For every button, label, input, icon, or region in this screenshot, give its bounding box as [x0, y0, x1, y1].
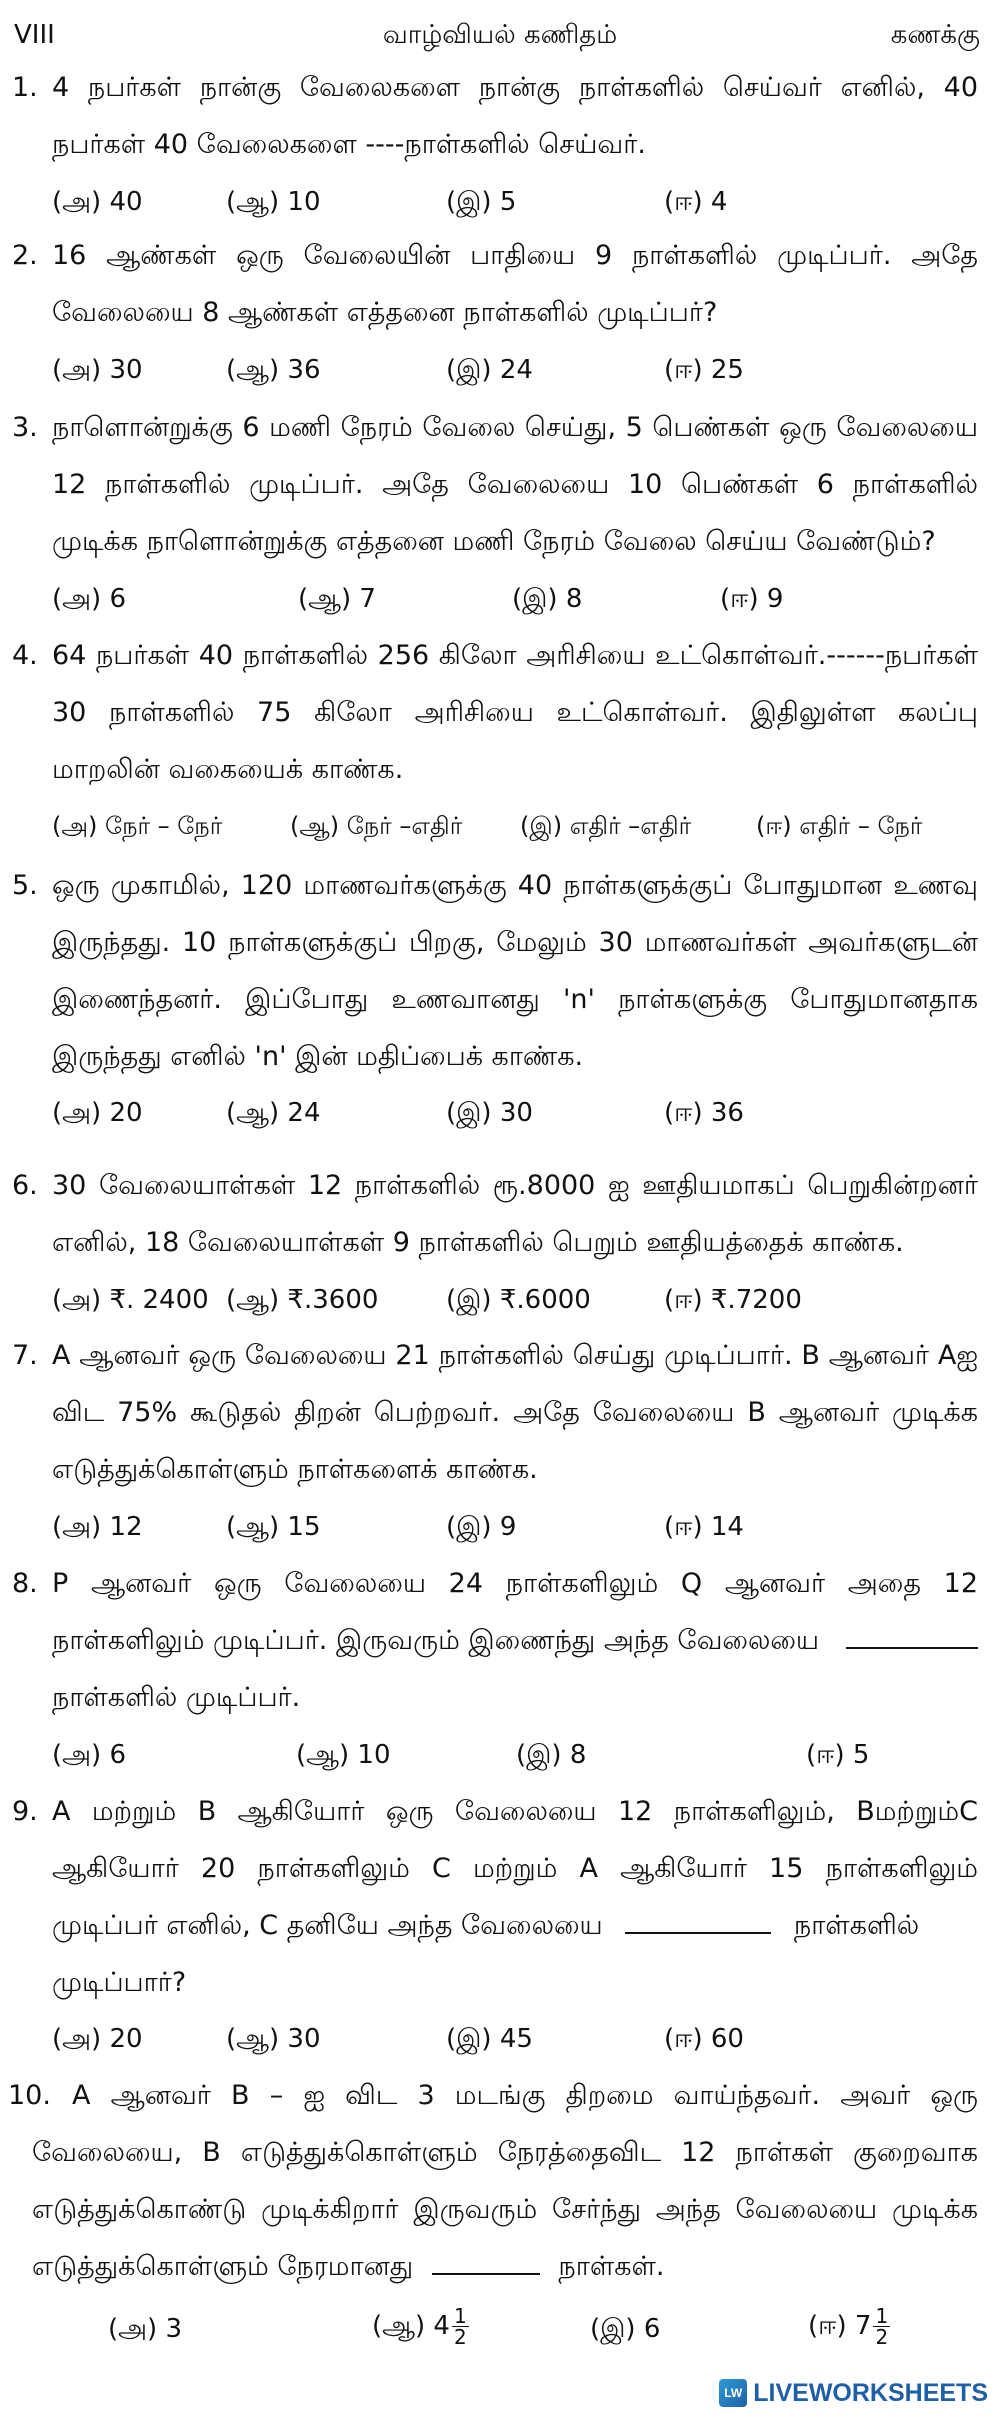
option-d[interactable]: (ஈ) ₹.7200 [664, 1285, 802, 1315]
question-number: 10. [8, 2080, 51, 2111]
question-text-line: நபர்கள் 40 வேலைகளை ----நாள்களில் செய்வர். [52, 129, 646, 160]
question-text-line: இணைந்தனர். இப்போது உணவானது 'n' நாள்களுக்கு போதுமானதாக [52, 984, 978, 1015]
option-a[interactable]: (அ) 30 [52, 355, 143, 385]
question-number: 4. [12, 640, 38, 671]
fraction-numerator: 1 [453, 2304, 467, 2328]
option-d[interactable]: (ஈ) 14 [664, 1512, 744, 1542]
question-text: நாள்கள். [558, 2251, 665, 2282]
question-text-line: இருந்தது எனில் 'n' இன் மதிப்பைக் காண்க. [52, 1041, 584, 1072]
option-d[interactable]: (ஈ) 36 [664, 1098, 744, 1128]
option-d[interactable]: (ஈ) 4 [664, 187, 728, 217]
chapter-title: வாழ்வியல் கணிதம் [382, 20, 618, 50]
option-d[interactable]: (ஈ) 5 [806, 1740, 870, 1770]
question-text-line: எடுத்துக்கொள்ளும் நாள்களைக் காண்க. [52, 1454, 538, 1485]
option-c[interactable]: (இ) 8 [512, 584, 583, 614]
option-a[interactable]: (அ) 6 [52, 584, 126, 614]
option-d[interactable] [808, 2306, 890, 2347]
option-a[interactable]: (அ) 12 [52, 1512, 143, 1542]
question-text-line: 64 நபர்கள் 40 நாள்களில் 256 கிலோ அரிசியை உட்கொள்வர்.------நபர்கள் [52, 640, 978, 671]
class-label: VIII [14, 20, 55, 50]
question-number: 9. [12, 1796, 38, 1827]
fraction-numerator: 1 [875, 2304, 889, 2328]
option-a[interactable]: (அ) 6 [52, 1740, 126, 1770]
question-text-line: A ஆனவர் ஒரு வேலையை 21 நாள்களில் செய்து முடிப்பார். B ஆனவர் Aஐ [52, 1340, 978, 1371]
option-c[interactable]: (இ) 24 [446, 355, 533, 385]
option-a[interactable]: (அ) ₹. 2400 [52, 1285, 209, 1315]
question-number: 8. [12, 1568, 38, 1599]
question-text-line: A மற்றும் B ஆகியோர் ஒரு வேலையை 12 நாள்களிலும், Bமற்றும்C [52, 1796, 978, 1827]
fraction-denominator: 2 [453, 2325, 467, 2349]
question-number: 3. [12, 412, 38, 443]
option-c[interactable]: (இ) 6 [590, 2314, 661, 2344]
option-c[interactable]: (இ) 30 [446, 1098, 533, 1128]
answer-blank[interactable] [625, 1912, 771, 1934]
option-c[interactable]: (இ) 5 [446, 187, 517, 217]
question-text-line: எனில், 18 வேலையாள்கள் 9 நாள்களில் பெறும் ஊதியத்தைக் காண்க. [52, 1227, 904, 1258]
question-number: 2. [12, 240, 38, 271]
fraction-half [873, 2306, 890, 2347]
option-d-label: (ஈ) 7 [808, 2311, 872, 2341]
question-text-line: 4 நபர்கள் நான்கு வேலைகளை நான்கு நாள்களில் செய்வர் எனில், 40 [52, 72, 978, 103]
option-c[interactable]: (இ) 9 [446, 1512, 517, 1542]
question-number: 6. [12, 1170, 38, 1201]
question-text-line: 30 வேலையாள்கள் 12 நாள்களில் ரூ.8000 ஐ ஊதியமாகப் பெறுகின்றனர் [52, 1170, 978, 1201]
subject-label: கணக்கு [890, 20, 980, 50]
option-d[interactable]: (ஈ) 9 [720, 584, 784, 614]
question-text-line: முடிக்க நாளொன்றுக்கு எத்தனை மணி நேரம் வேலை செய்ய வேண்டும்? [52, 526, 936, 557]
option-a[interactable]: (அ) 3 [108, 2314, 182, 2344]
question-text-line: 30 நாள்களில் 75 கிலோ அரிசியை உட்கொள்வர். இதிலுள்ள கலப்பு [52, 697, 978, 728]
option-a[interactable]: (அ) 20 [52, 2024, 143, 2054]
question-text-line: முடிப்பார்? [52, 1967, 187, 1998]
question-text: முடிப்பர் எனில், C தனியே அந்த வேலையை [52, 1910, 603, 1941]
question-text-line: இருந்தது. 10 நாள்களுக்குப் பிறகு, மேலும் 30 மாணவர்கள் அவர்களுடன் [52, 927, 978, 958]
question-number: 5. [12, 870, 38, 901]
option-c[interactable]: (இ) ₹.6000 [446, 1285, 591, 1315]
option-b[interactable]: (ஆ) ₹.3600 [226, 1285, 379, 1315]
option-b[interactable]: (ஆ) 10 [226, 187, 321, 217]
question-text-line [32, 2251, 978, 2286]
option-b[interactable]: (ஆ) 30 [226, 2024, 321, 2054]
question-text-line [52, 1910, 978, 1945]
question-text: நாள்களிலும் முடிப்பர். இருவரும் இணைந்து அந்த வேலையை [52, 1625, 820, 1656]
option-c[interactable]: (இ) எதிர் –எதிர் [520, 812, 692, 840]
question-text-line: P ஆனவர் ஒரு வேலையை 24 நாள்களிலும் Q ஆனவர் அதை 12 [52, 1568, 978, 1599]
question-text-line: நாள்களில் முடிப்பர். [52, 1682, 301, 1713]
option-b[interactable]: (ஆ) 10 [296, 1740, 391, 1770]
option-a[interactable]: (அ) நேர் – நேர் [52, 812, 223, 840]
question-number: 1. [12, 72, 38, 103]
option-a[interactable]: (அ) 20 [52, 1098, 143, 1128]
question-text-line: ஆகியோர் 20 நாள்களிலும் C மற்றும் A ஆகியோர் 15 நாள்களிலும் [52, 1853, 978, 1884]
question-text-line: வேலையை 8 ஆண்கள் எத்தனை நாள்களில் முடிப்பர்? [52, 297, 718, 328]
liveworksheets-logo [719, 2376, 988, 2410]
option-d[interactable]: (ஈ) 25 [664, 355, 744, 385]
question-text: நாள்களில் [793, 1910, 920, 1941]
option-b[interactable]: (ஆ) நேர் –எதிர் [290, 812, 463, 840]
option-b[interactable]: (ஆ) 7 [298, 584, 376, 614]
page-header [0, 16, 1000, 56]
question-text-line: நாளொன்றுக்கு 6 மணி நேரம் வேலை செய்து, 5 பெண்கள் ஒரு வேலையை [52, 412, 978, 443]
option-b-label: (ஆ) 4 [372, 2311, 450, 2341]
question-text-line: A ஆனவர் B – ஐ விட 3 மடங்கு திறமை வாய்ந்தவர். அவர் ஒரு [72, 2080, 978, 2111]
answer-blank[interactable] [432, 2253, 540, 2275]
option-b[interactable]: (ஆ) 24 [226, 1098, 321, 1128]
logo-icon: LW [719, 2379, 747, 2407]
option-b[interactable] [372, 2306, 469, 2347]
question-text-line: ஒரு முகாமில், 120 மாணவர்களுக்கு 40 நாள்களுக்குப் போதுமான உணவு [52, 870, 978, 901]
question-text-line: விட 75% கூடுதல் திறன் பெற்றவர். அதே வேலையை B ஆனவர் முடிக்க [52, 1397, 978, 1428]
question-number: 7. [12, 1340, 38, 1371]
answer-blank[interactable] [846, 1627, 978, 1649]
option-b[interactable]: (ஆ) 36 [226, 355, 321, 385]
question-text-line: எடுத்துக்கொண்டு முடிக்கிறார் இருவரும் சேர்ந்து அந்த வேலையை முடிக்க [32, 2194, 978, 2225]
fraction-denominator: 2 [875, 2325, 889, 2349]
question-text-line [52, 1625, 978, 1660]
option-d[interactable]: (ஈ) 60 [664, 2024, 744, 2054]
option-a[interactable]: (அ) 40 [52, 187, 143, 217]
option-b[interactable]: (ஆ) 15 [226, 1512, 321, 1542]
option-c[interactable]: (இ) 45 [446, 2024, 533, 2054]
question-text: எடுத்துக்கொள்ளும் நேரமானது [32, 2251, 414, 2282]
question-text-line: வேலையை, B எடுத்துக்கொள்ளும் நேரத்தைவிட 12 நாள்கள் குறைவாக [32, 2137, 978, 2168]
option-d[interactable]: (ஈ) எதிர் – நேர் [756, 812, 923, 840]
question-text-line: மாறலின் வகையைக் காண்க. [52, 754, 404, 785]
logo-text: LIVEWORKSHEETS [753, 2378, 988, 2407]
question-text-line: 16 ஆண்கள் ஒரு வேலையின் பாதியை 9 நாள்களில் முடிப்பர். அதே [52, 240, 978, 271]
option-c[interactable]: (இ) 8 [516, 1740, 587, 1770]
question-text-line: 12 நாள்களில் முடிப்பர். அதே வேலையை 10 பெண்கள் 6 நாள்களில் [52, 469, 978, 500]
fraction-half [452, 2306, 469, 2347]
